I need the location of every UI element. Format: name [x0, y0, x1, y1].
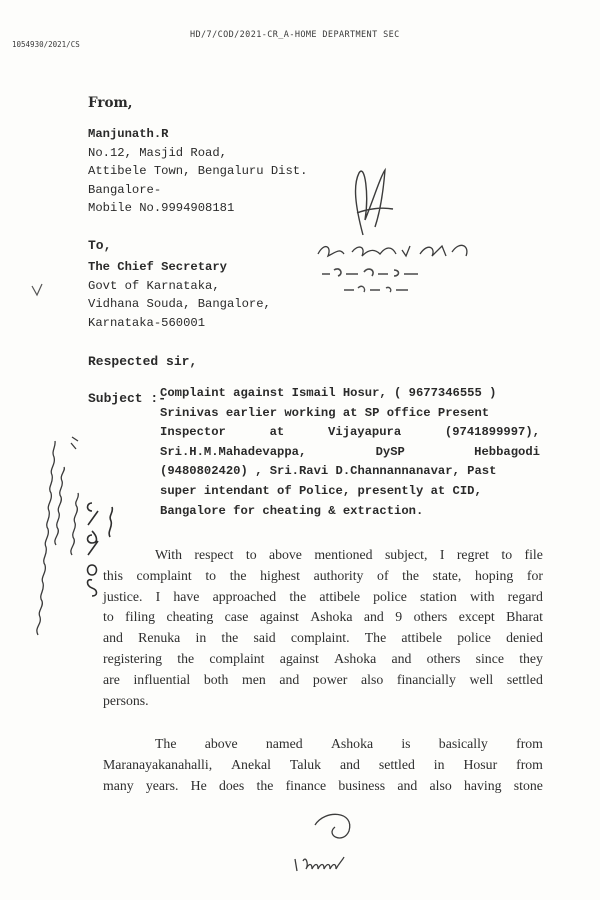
word: named	[265, 736, 303, 751]
word: respect	[194, 547, 234, 562]
word: the	[289, 588, 307, 604]
file-reference-header: HD/7/COD/2021-CR_A-HOME DEPARTMENT SEC	[190, 30, 400, 40]
word: station	[420, 588, 457, 604]
subject-line	[160, 443, 540, 463]
word: against	[259, 609, 299, 625]
margin-tick-icon	[30, 282, 44, 298]
subject-token: Vijayapura	[328, 425, 402, 440]
word: Hosur	[463, 756, 498, 772]
word: hoping	[474, 567, 514, 583]
paragraph-line	[103, 628, 543, 649]
word: well	[469, 671, 494, 687]
word: for	[526, 567, 543, 583]
word: police	[373, 588, 407, 604]
word: Taluk	[289, 756, 322, 772]
word: The	[155, 736, 177, 751]
inward-number: 1054930/2021/CS	[12, 40, 80, 49]
word: settled	[506, 671, 543, 687]
word: and	[279, 671, 300, 687]
paragraph-line	[103, 755, 543, 776]
paragraph-2	[103, 734, 543, 796]
word: stone	[513, 777, 543, 793]
word: business	[338, 777, 386, 793]
word: years.	[145, 777, 179, 793]
word: they	[519, 650, 543, 666]
word: with	[469, 588, 495, 604]
word: police	[457, 630, 491, 646]
word: basically	[438, 736, 488, 751]
subject-token: Hebbagodi	[474, 444, 540, 459]
word: also	[429, 777, 452, 793]
initials-and-stamp-icon	[310, 232, 500, 302]
word: finance	[285, 777, 327, 793]
word: others	[413, 609, 448, 625]
word: highest	[260, 567, 301, 583]
sender-mobile: Mobile No.9994908181	[88, 201, 235, 216]
word: Ashoka	[330, 736, 374, 751]
handwritten-signature-icon	[335, 165, 465, 240]
subject-line	[160, 462, 540, 482]
subject-token: Sri.H.M.Mahadevappa,	[160, 444, 307, 459]
from-label: From,	[88, 95, 133, 111]
word: complaint	[136, 567, 192, 583]
recipient-address-line: Karnataka-560001	[88, 315, 206, 330]
paragraph-line	[103, 734, 543, 755]
paragraph-line	[103, 607, 543, 628]
word: the	[256, 777, 274, 793]
word: registering	[103, 650, 163, 666]
word: others	[426, 650, 461, 666]
word: The	[364, 630, 387, 646]
word: Ashoka	[334, 650, 377, 666]
sender-name: Manjunath.R	[88, 127, 169, 141]
word: men	[241, 671, 266, 687]
word: I	[155, 588, 161, 604]
word: the	[402, 567, 420, 583]
word: having	[463, 777, 502, 793]
subject-token: Srinivas earlier working at SP office Present	[160, 405, 490, 420]
word: above	[268, 547, 302, 562]
paragraph-line	[103, 566, 543, 587]
word: 9	[395, 609, 403, 625]
word: file	[524, 547, 543, 562]
word: financially	[396, 671, 456, 687]
paragraph-line	[103, 691, 543, 712]
word: cheating	[166, 609, 214, 625]
subject-text	[160, 384, 540, 521]
word: also	[361, 671, 384, 687]
word: authority	[313, 567, 364, 583]
subject-line	[160, 482, 540, 502]
word: from	[516, 756, 543, 772]
word: approached	[212, 588, 277, 604]
subject-token: super intendant of Police, presently at CID,	[160, 483, 482, 498]
word: Ashoka	[310, 609, 353, 625]
subject-line	[160, 423, 540, 443]
recipient-title: The Chief Secretary	[88, 260, 227, 274]
word: have	[173, 588, 200, 604]
word: subject,	[384, 547, 428, 562]
word: above	[204, 736, 238, 751]
subject-token: (9741899997),	[444, 425, 540, 440]
word: said	[253, 630, 276, 646]
word: and	[103, 630, 123, 646]
word: persons.	[103, 692, 149, 708]
to-label: To,	[88, 238, 112, 253]
subject-token: DySP	[375, 444, 405, 459]
word: against	[279, 650, 319, 666]
paragraph-line	[103, 587, 543, 608]
recipient-address-line: Vidhana Souda, Bangalore,	[88, 297, 271, 312]
word: Maranayakanahalli,	[103, 756, 213, 772]
subject-line	[160, 502, 540, 522]
sender-address-line: Attibele Town, Bengaluru Dist.	[88, 164, 308, 179]
word: and	[391, 650, 412, 666]
word: settled	[378, 756, 415, 772]
paragraph-1	[103, 545, 543, 711]
word: denied	[506, 630, 543, 646]
word: many	[103, 777, 134, 793]
word: influential	[133, 671, 191, 687]
word: regard	[507, 588, 543, 604]
word: are	[103, 671, 120, 687]
word: the	[229, 567, 247, 583]
word: the	[221, 630, 239, 646]
word: regret	[456, 547, 489, 562]
subject-label: Subject :-	[88, 391, 167, 406]
sender-address-line: No.12, Masjid Road,	[88, 145, 227, 160]
word: attibele	[319, 588, 360, 604]
word: Anekal	[231, 756, 271, 772]
recipient-block	[88, 258, 271, 332]
paragraph-line	[103, 670, 543, 691]
word: complaint	[209, 650, 265, 666]
word: power	[312, 671, 348, 687]
word: both	[203, 671, 229, 687]
subject-token: Bangalore for cheating & extraction.	[160, 503, 424, 518]
word: I	[439, 547, 445, 562]
margin-note-handwriting-icon	[14, 405, 134, 645]
greeting: Respected sir,	[88, 354, 198, 369]
word: this	[103, 567, 123, 583]
subject-line	[160, 404, 540, 424]
word: state,	[432, 567, 462, 583]
recipient-address-line: Govt of Karnataka,	[88, 278, 220, 293]
subject-token: Inspector	[160, 425, 226, 440]
word: and	[340, 756, 360, 772]
word: attibele	[401, 630, 443, 646]
word: and	[363, 609, 384, 625]
word: of	[377, 567, 389, 583]
paragraph-line	[103, 545, 543, 566]
word: justice.	[103, 588, 143, 604]
paragraph-line	[103, 649, 543, 670]
subject-token: (9480802420) , Sri.Ravi D.Channannanavar, Past	[160, 464, 497, 479]
word: He	[190, 777, 207, 793]
bottom-signature-icon	[285, 805, 375, 875]
word: to	[501, 547, 513, 562]
word: except	[458, 609, 495, 625]
word: and	[397, 777, 418, 793]
word: filing	[125, 609, 156, 625]
word: the	[177, 650, 195, 666]
word: to	[103, 609, 114, 625]
word: to	[205, 567, 217, 583]
word: to	[245, 547, 257, 562]
paragraph-line	[103, 776, 543, 797]
word: mentioned	[314, 547, 373, 562]
word: case	[224, 609, 249, 625]
word: With	[155, 547, 183, 562]
subject-token: at	[269, 425, 285, 440]
word: Bharat	[506, 609, 543, 625]
subject-token: Complaint against Ismail Hosur, ( 9677346555 )	[160, 386, 497, 400]
sender-block	[88, 125, 307, 218]
word: since	[475, 650, 504, 666]
word: in	[195, 630, 207, 646]
word: does	[218, 777, 245, 793]
word: complaint.	[290, 630, 350, 646]
subject-line	[160, 384, 540, 404]
word: from	[516, 736, 543, 751]
word: in	[433, 756, 445, 772]
word: is	[401, 736, 411, 751]
word: Renuka	[138, 630, 181, 646]
sender-address-line: Bangalore-	[88, 182, 162, 197]
